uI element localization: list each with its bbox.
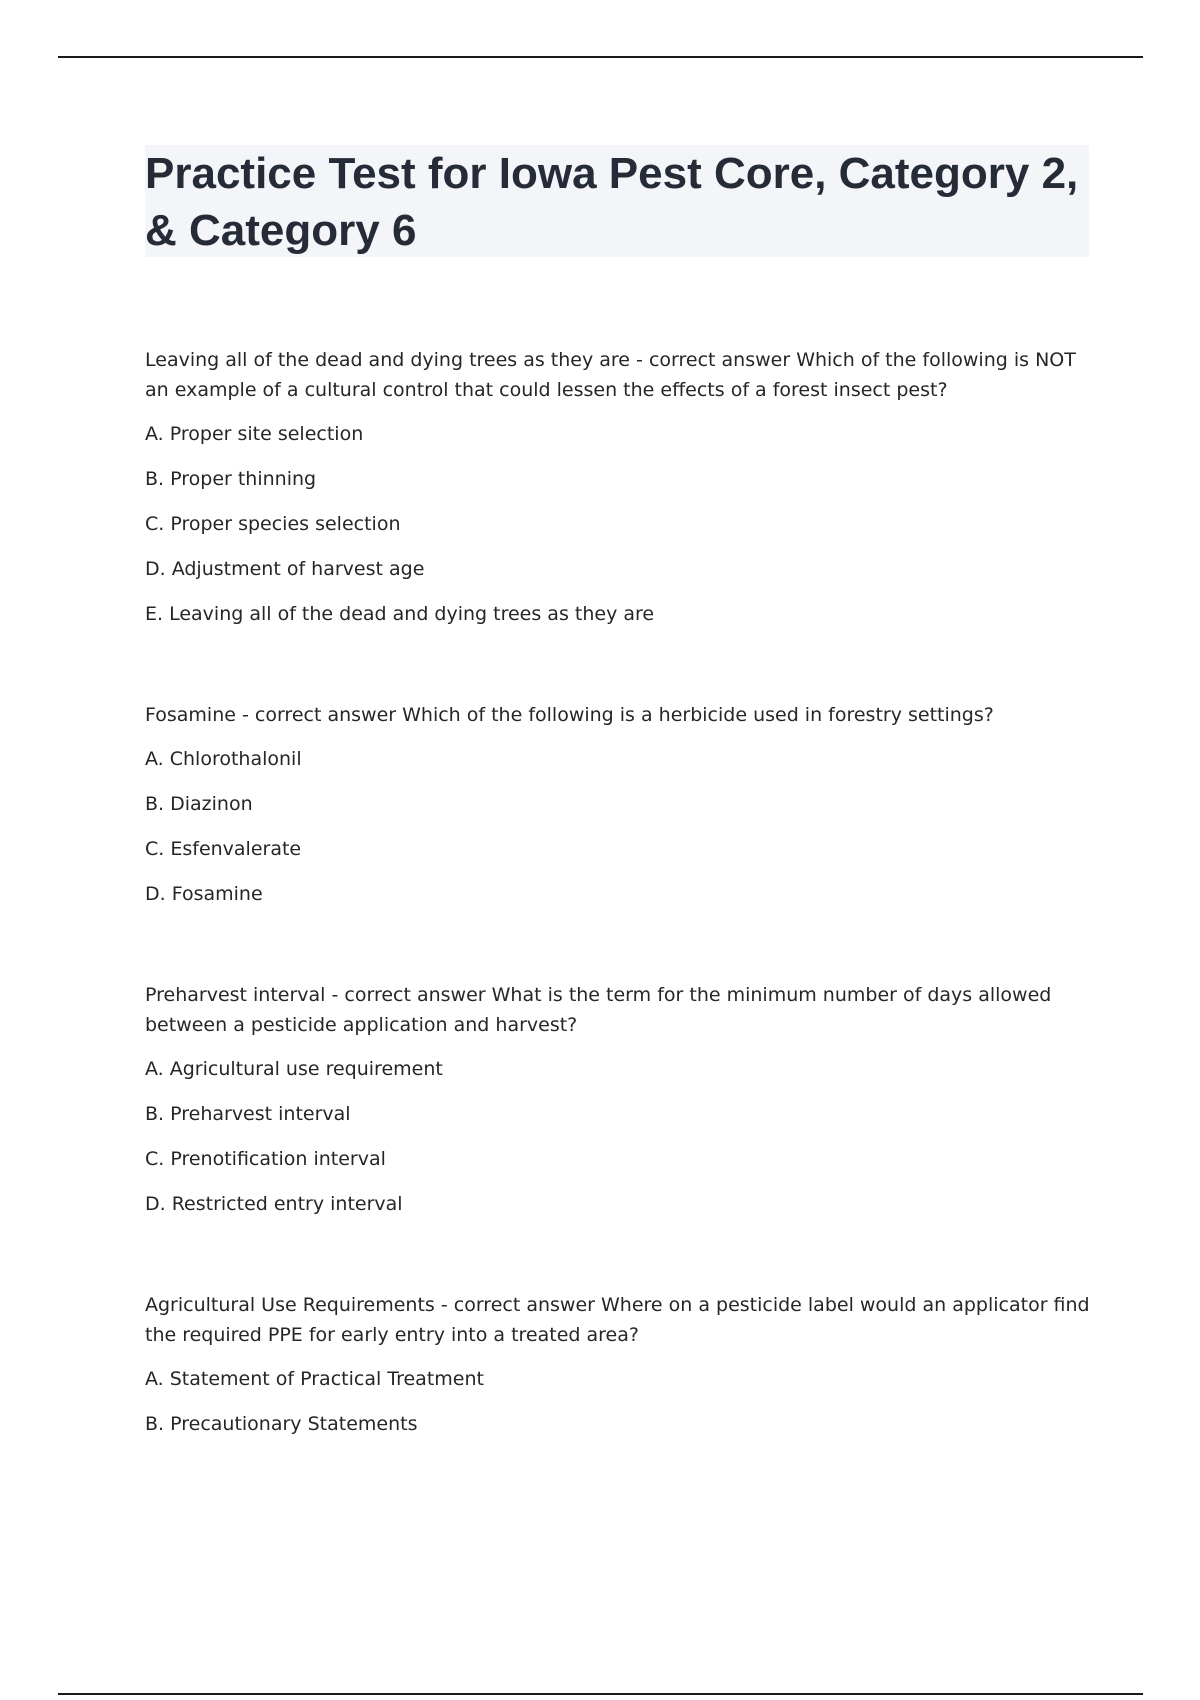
question-block xyxy=(145,1290,1095,1454)
page-title: Practice Test for Iowa Pest Core, Category 2, & Category 6 xyxy=(145,149,1079,255)
answer-option: E. Leaving all of the dead and dying trees as they are xyxy=(145,603,655,625)
answer-option: C. Esfenvalerate xyxy=(145,838,302,860)
answer-option: D. Restricted entry interval xyxy=(145,1193,403,1215)
answer-separator: - correct answer xyxy=(434,1294,601,1316)
bottom-divider xyxy=(58,1693,1143,1695)
question-prompt: Where on a pesticide label would an applicator find the required PPE for early entry into a treated area? xyxy=(145,1294,1090,1346)
answer-option: C. Proper species selection xyxy=(145,513,401,535)
question-list xyxy=(145,345,1095,1510)
top-divider xyxy=(58,56,1143,58)
question-prompt: Which of the following is a herbicide used in forestry settings? xyxy=(402,704,994,726)
answer-option: D. Adjustment of harvest age xyxy=(145,558,425,580)
question-block xyxy=(145,700,1095,924)
answer-separator: - correct answer xyxy=(325,984,492,1006)
answer-option: A. Statement of Practical Treatment xyxy=(145,1368,484,1390)
correct-answer: Leaving all of the dead and dying trees as they are xyxy=(145,349,631,371)
correct-answer: Preharvest interval xyxy=(145,984,326,1006)
answer-option: B. Preharvest interval xyxy=(145,1103,351,1125)
answer-option: B. Precautionary Statements xyxy=(145,1413,418,1435)
answer-option: A. Agricultural use requirement xyxy=(145,1058,443,1080)
answer-option: B. Diazinon xyxy=(145,793,253,815)
answer-option: B. Proper thinning xyxy=(145,468,317,490)
question-text xyxy=(145,980,1095,1040)
question-prompt: Which of the following is NOT an example of a cultural control that could lessen the effects of a forest insect pest? xyxy=(145,349,1076,401)
answer-option: D. Fosamine xyxy=(145,883,263,905)
answer-separator: - correct answer xyxy=(235,704,403,726)
question-text xyxy=(145,700,1095,730)
answer-option: A. Proper site selection xyxy=(145,423,364,445)
question-text xyxy=(145,345,1095,405)
answer-separator: - correct answer xyxy=(630,349,797,371)
answer-option: C. Prenotification interval xyxy=(145,1148,386,1170)
correct-answer: Fosamine xyxy=(145,704,236,726)
answer-option: A. Chlorothalonil xyxy=(145,748,302,770)
correct-answer: Agricultural Use Requirements xyxy=(145,1294,435,1316)
question-block xyxy=(145,980,1095,1234)
question-text xyxy=(145,1290,1095,1350)
title-banner xyxy=(145,145,1089,257)
question-block xyxy=(145,345,1095,644)
question-prompt: What is the term for the minimum number of days allowed between a pesticide application and harvest? xyxy=(145,984,1052,1036)
